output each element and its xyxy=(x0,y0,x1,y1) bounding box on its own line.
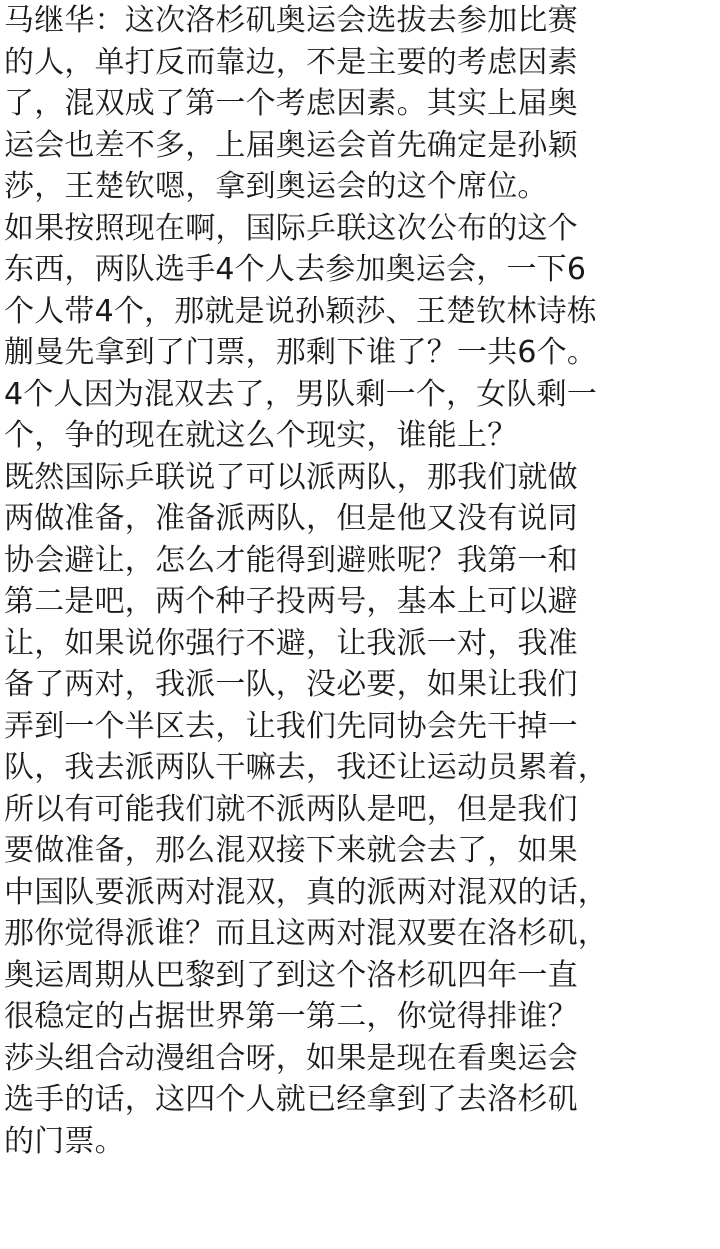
text-line: 东西，两队选手4个人去参加奥运会，一下6 xyxy=(4,252,587,287)
text-line: 那你觉得派谁？而且这两对混双要在洛杉矶， xyxy=(4,916,608,951)
text-line: 所以有可能我们就不派两队是吧，但是我们 xyxy=(4,791,578,827)
text-line: 个，争的现在就这么个现实，谁能上？ xyxy=(4,418,518,453)
text-line: 蒯曼先拿到了门票，那剩下谁了？一共6个。 xyxy=(4,335,598,370)
text-line: 让，如果说你强行不避，让我派一对，我准 xyxy=(4,625,578,661)
text-line: 莎头组合动漫组合呀，如果是现在看奥运会 xyxy=(4,1040,578,1076)
text-line: 弄到一个半区去，让我们先同协会先干掉一 xyxy=(4,708,578,744)
text-line: 选手的话，这四个人就已经拿到了去洛杉矶 xyxy=(4,1082,578,1117)
text-line: 马继华：这次洛杉矶奥运会选拔去参加比赛 xyxy=(4,3,578,38)
text-line: 两做准备，准备派两队，但是他又没有说同 xyxy=(4,501,578,536)
text-line: 的门票。 xyxy=(4,1123,125,1159)
transcript-text xyxy=(4,0,720,1162)
text-line: 运会也差不多，上届奥运会首先确定是孙颖 xyxy=(4,127,578,163)
text-line: 中国队要派两对混双，真的派两对混双的话， xyxy=(4,874,608,910)
text-line: 了，混双成了第一个考虑因素。其实上届奥 xyxy=(4,86,578,121)
text-line: 的人，单打反而靠边，不是主要的考虑因素 xyxy=(4,44,578,80)
text-line: 很稳定的占据世界第一第二，你觉得排谁？ xyxy=(4,999,578,1034)
text-line: 要做准备，那么混双接下来就会去了，如果 xyxy=(4,833,578,868)
text-line: 队，我去派两队干嘛去，我还让运动员累着， xyxy=(4,750,608,785)
text-line: 协会避让，怎么才能得到避账呢？我第一和 xyxy=(4,542,578,578)
text-line: 莎，王楚钦嗯，拿到奥运会的这个席位。 xyxy=(4,169,548,204)
text-line: 个人带4个，那就是说孙颖莎、王楚钦林诗栋 xyxy=(4,293,598,329)
text-line: 第二是吧，两个种子投两号，基本上可以避 xyxy=(4,584,578,619)
text-line: 既然国际乒联说了可以派两队，那我们就做 xyxy=(4,459,578,495)
text-line: 如果按照现在啊，国际乒联这次公布的这个 xyxy=(4,210,578,246)
text-line: 4个人因为混双去了，男队剩一个，女队剩一 xyxy=(4,376,598,412)
text-line: 备了两对，我派一队，没必要，如果让我们 xyxy=(4,667,578,702)
text-line: 奥运周期从巴黎到了到这个洛杉矶四年一直 xyxy=(4,957,578,993)
